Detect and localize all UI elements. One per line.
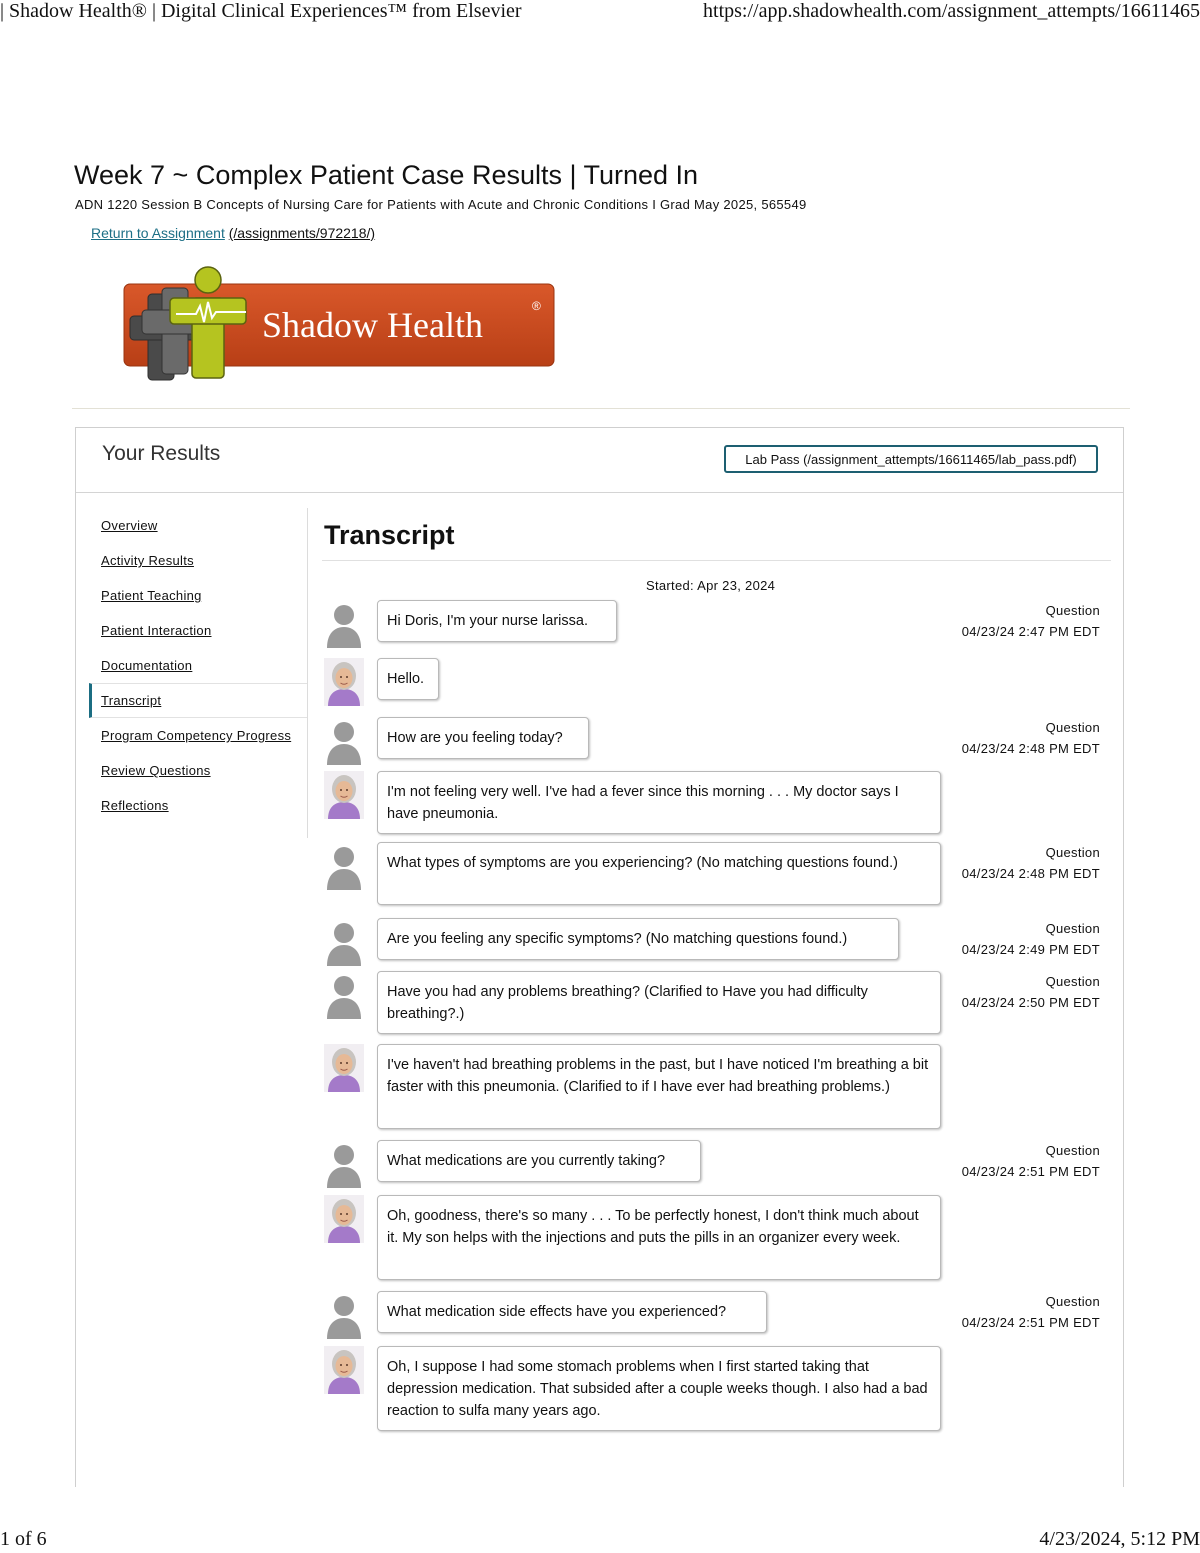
transcript-message-patient <box>324 1195 1104 1280</box>
message-meta <box>962 717 1100 759</box>
message-timestamp: 04/23/24 2:48 PM EDT <box>961 866 1100 881</box>
message-bubble: Oh, I suppose I had some stomach problems when I first started taking that depression medication. That subsided after a couple weeks though. I also had a bad reaction to sulfa many years ago. <box>377 1346 941 1431</box>
nurse-avatar-icon <box>324 600 364 648</box>
logo-registered-mark: ® <box>532 299 541 313</box>
sidebar-item-label: Patient Teaching <box>101 588 202 603</box>
message-timestamp: 04/23/24 2:51 PM EDT <box>961 1315 1100 1330</box>
return-to-assignment-link[interactable]: Return to Assignment <box>91 225 225 241</box>
transcript-started: Started: Apr 23, 2024 <box>646 578 776 593</box>
print-datetime: 4/23/2024, 5:12 PM <box>1039 1528 1200 1550</box>
message-bubble: Hi Doris, I'm your nurse larissa. <box>377 600 617 642</box>
sidebar-item-label: Overview <box>101 518 158 533</box>
transcript-message-nurse <box>324 600 1104 648</box>
message-bubble: What types of symptoms are you experiencing? (No matching questions found.) <box>377 842 941 905</box>
results-header <box>76 428 1123 493</box>
message-bubble: What medications are you currently taking? <box>377 1140 701 1182</box>
course-subtitle: ADN 1220 Session B Concepts of Nursing Care for Patients with Acute and Chronic Conditions I Grad May 2025, 565549 <box>75 197 807 212</box>
sidebar-item-reflections[interactable] <box>89 788 307 823</box>
message-timestamp: 04/23/24 2:48 PM EDT <box>961 741 1100 756</box>
patient-avatar-icon <box>324 1195 364 1243</box>
transcript-title: Transcript <box>324 520 455 550</box>
results-panel <box>75 427 1124 1487</box>
return-to-assignment <box>91 225 375 241</box>
transcript-message-nurse <box>324 918 1104 966</box>
patient-avatar-icon <box>324 1346 364 1394</box>
sidebar-item-review-questions[interactable] <box>89 753 307 788</box>
patient-avatar-icon <box>324 1044 364 1092</box>
transcript-message-nurse <box>324 971 1104 1034</box>
message-timestamp: 04/23/24 2:51 PM EDT <box>961 1164 1100 1179</box>
message-type: Question <box>1045 921 1100 936</box>
message-type: Question <box>1045 1294 1100 1309</box>
message-type: Question <box>1045 603 1100 618</box>
transcript-message-nurse <box>324 1140 1104 1188</box>
lab-pass-button[interactable]: Lab Pass (/assignment_attempts/16611465/lab_pass.pdf) <box>724 445 1098 473</box>
nurse-avatar-icon <box>324 1291 364 1339</box>
shadow-health-logo <box>120 262 560 384</box>
message-type: Question <box>1045 845 1100 860</box>
sidebar-item-label: Activity Results <box>101 553 194 568</box>
sidebar-item-overview[interactable] <box>89 508 307 543</box>
message-meta <box>962 600 1100 642</box>
message-bubble: What medication side effects have you experienced? <box>377 1291 767 1333</box>
results-sidebar <box>89 508 308 838</box>
sidebar-item-transcript[interactable] <box>89 683 307 718</box>
sidebar-item-program-competency-progress[interactable] <box>89 718 307 753</box>
print-header <box>0 0 1200 28</box>
sidebar-item-patient-interaction[interactable] <box>89 613 307 648</box>
nurse-avatar-icon <box>324 971 364 1019</box>
message-type: Question <box>1045 1143 1100 1158</box>
nurse-avatar-icon <box>324 842 364 890</box>
message-meta <box>962 971 1100 1013</box>
sidebar-item-label: Reflections <box>101 798 169 813</box>
return-to-assignment-url[interactable]: (/assignments/972218/) <box>228 225 376 241</box>
sidebar-item-label: Program Competency Progress <box>101 728 292 743</box>
nurse-avatar-icon <box>324 717 364 765</box>
shadow-health-logo-graphic <box>120 262 560 384</box>
transcript-message-nurse <box>324 1291 1104 1339</box>
message-bubble: I've haven't had breathing problems in the past, but I have noticed I'm breathing a bit faster with this pneumonia. (Clarified to if I have ever had breathing problems.) <box>377 1044 941 1129</box>
sidebar-item-activity-results[interactable] <box>89 543 307 578</box>
page-title: Week 7 ~ Complex Patient Case Results | Turned In <box>74 160 699 190</box>
sidebar-item-documentation[interactable] <box>89 648 307 683</box>
results-title: Your Results <box>102 442 221 465</box>
message-bubble: Are you feeling any specific symptoms? (No matching questions found.) <box>377 918 899 960</box>
transcript-message-patient <box>324 1346 1104 1431</box>
message-meta <box>962 1291 1100 1333</box>
patient-avatar-icon <box>324 771 364 819</box>
message-bubble: Hello. <box>377 658 439 700</box>
print-page-number: 1 of 6 <box>0 1528 47 1550</box>
print-page-url: https://app.shadowhealth.com/assignment_attempts/16611465 <box>703 0 1200 22</box>
transcript-divider <box>322 560 1111 561</box>
message-timestamp: 04/23/24 2:50 PM EDT <box>961 995 1100 1010</box>
transcript-message-patient <box>324 771 1104 834</box>
header-divider <box>72 408 1130 409</box>
message-timestamp: 04/23/24 2:49 PM EDT <box>961 942 1100 957</box>
message-meta <box>962 1140 1100 1182</box>
sidebar-item-label: Documentation <box>101 658 193 673</box>
patient-avatar-icon <box>324 658 364 706</box>
message-bubble: Have you had any problems breathing? (Clarified to Have you had difficulty breathing?.) <box>377 971 941 1034</box>
print-footer <box>0 1528 1200 1553</box>
sidebar-item-label: Review Questions <box>101 763 211 778</box>
print-page-title: | Shadow Health® | Digital Clinical Experiences™ from Elsevier <box>0 0 522 22</box>
message-bubble: How are you feeling today? <box>377 717 589 759</box>
message-bubble: I'm not feeling very well. I've had a fever since this morning . . . My doctor says I have pneumonia. <box>377 771 941 834</box>
logo-wordmark: Shadow Health <box>262 305 483 345</box>
message-meta <box>962 918 1100 960</box>
transcript-message-nurse <box>324 842 1104 905</box>
message-type: Question <box>1045 720 1100 735</box>
message-meta <box>962 842 1100 884</box>
message-type: Question <box>1045 974 1100 989</box>
message-timestamp: 04/23/24 2:47 PM EDT <box>961 624 1100 639</box>
nurse-avatar-icon <box>324 1140 364 1188</box>
message-bubble: Oh, goodness, there's so many . . . To be perfectly honest, I don't think much about it. My son helps with the injections and puts the pills in an organizer every week. <box>377 1195 941 1280</box>
transcript-message-nurse <box>324 717 1104 765</box>
sidebar-item-label: Patient Interaction <box>101 623 212 638</box>
sidebar-item-patient-teaching[interactable] <box>89 578 307 613</box>
transcript-message-patient <box>324 658 1104 706</box>
sidebar-item-label: Transcript <box>101 693 162 708</box>
nurse-avatar-icon <box>324 918 364 966</box>
transcript-message-patient <box>324 1044 1104 1129</box>
